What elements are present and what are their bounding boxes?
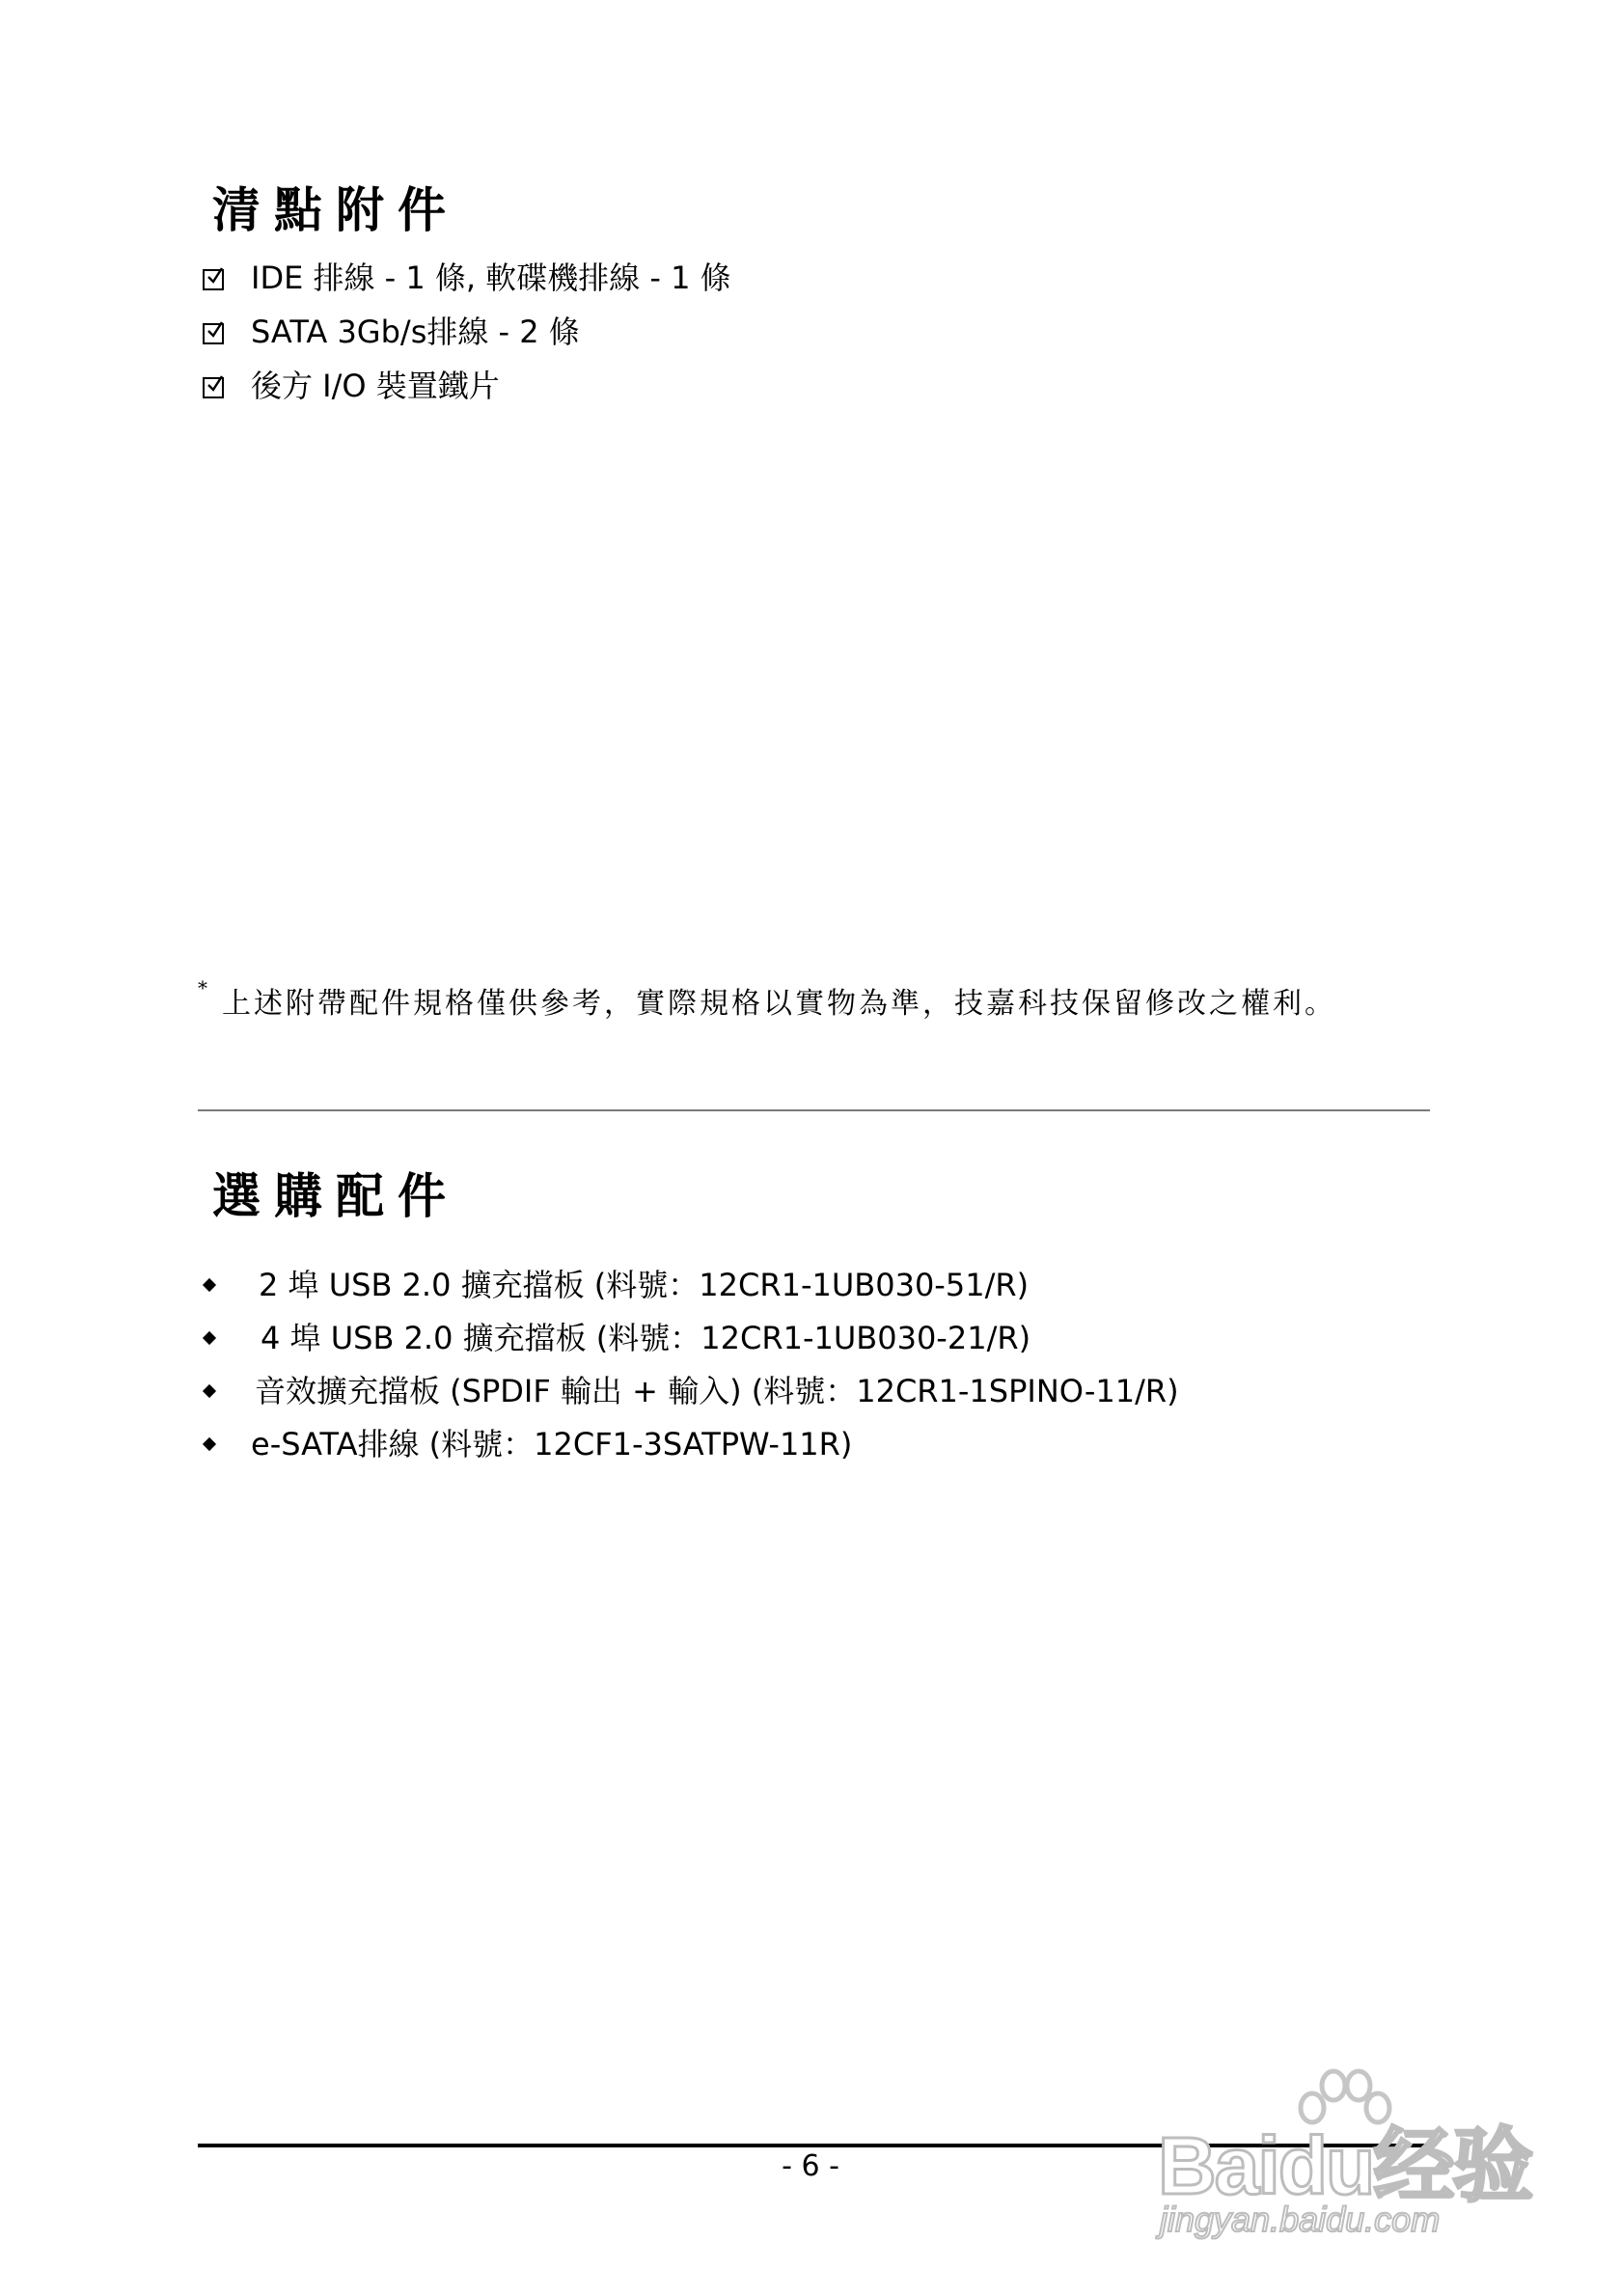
section-title-optional-accessories: 選購配件 bbox=[212, 1167, 459, 1224]
watermark-url: jingyan.baidu.com bbox=[1160, 2200, 1441, 2239]
section-title-included-accessories: 清點附件 bbox=[212, 181, 459, 238]
list-item-text: 音效擴充擋板 (SPDIF 輸出 + 輸入) (料號：12CR1-1SPINO-11/R) bbox=[255, 1373, 1179, 1409]
checkbox-icon bbox=[203, 377, 224, 398]
diamond-bullet-icon bbox=[203, 1384, 216, 1398]
disclaimer-text: 上述附帶配件規格僅供參考，實際規格以實物為準，技嘉科技保留修改之權利。 bbox=[222, 987, 1336, 1021]
baidu-watermark bbox=[1148, 2064, 1553, 2238]
list-item-text: SATA 3Gb/s排線 - 2 條 bbox=[251, 314, 580, 350]
list-item-text: IDE 排線 - 1 條, 軟碟機排線 - 1 條 bbox=[251, 260, 731, 296]
list-item-text: 4 埠 USB 2.0 擴充擋板 (料號：12CR1-1UB030-21/R) bbox=[261, 1320, 1031, 1356]
diamond-bullet-icon bbox=[203, 1437, 216, 1451]
diamond-bullet-icon bbox=[203, 1278, 216, 1292]
asterisk: * bbox=[198, 976, 210, 999]
list-item-text: 2 埠 USB 2.0 擴充擋板 (料號：12CR1-1UB030-51/R) bbox=[259, 1267, 1030, 1303]
list-item-text: e-SATA排線 (料號：12CF1-3SATPW-11R) bbox=[251, 1426, 853, 1462]
list-item-text: 後方 I/O 裝置鐵片 bbox=[251, 368, 500, 404]
page-number: - 6 - bbox=[782, 2149, 839, 2183]
diamond-bullet-icon bbox=[203, 1331, 216, 1345]
checkbox-icon bbox=[203, 323, 224, 344]
disclaimer-note bbox=[198, 976, 1336, 1022]
watermark-logo: Baidu经验 bbox=[1158, 2120, 1532, 2211]
checkbox-icon bbox=[203, 269, 224, 290]
section-divider bbox=[198, 1109, 1430, 1111]
